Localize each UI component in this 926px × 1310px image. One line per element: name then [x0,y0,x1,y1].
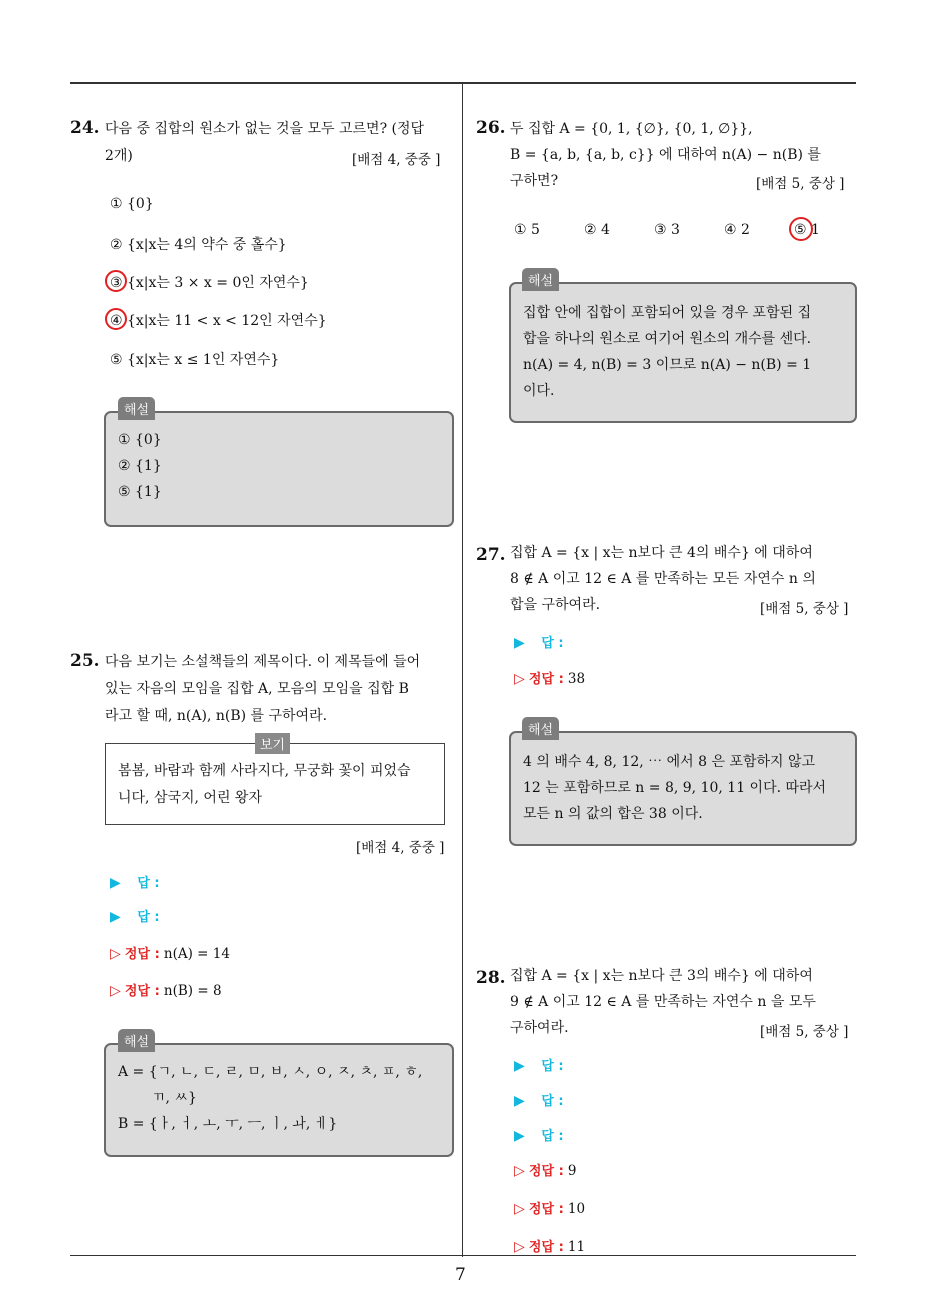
key-value: 10 [567,1201,586,1217]
q28-answer-2[interactable] [514,1090,564,1109]
q25-text-line3: 라고 할 때, n(A), n(B) 를 구하여라. [105,708,328,724]
q26-option-5[interactable]: ⑤ 1 [794,222,820,238]
q24-option-1[interactable]: ① {0} [110,196,154,212]
q24-option-2[interactable]: ② {x|x는 4의 약수 중 홀수} [110,237,287,253]
q25-answer-1[interactable] [110,872,160,891]
page-number: 7 [455,1265,466,1285]
q26-text-line2: B = {a, b, {a, b, c}} 에 대하여 n(A) − n(B) 를 [510,147,821,163]
q26-option-3[interactable]: ③ 3 [654,222,680,238]
answer-triangle-icon: ▶ [514,1058,525,1074]
q25-text-line1: 다음 보기는 소설책들의 제목이다. 이 제목들에 들어 [105,654,421,670]
q27-expl-line: 모든 n 의 값의 합은 38 이다. [523,806,703,822]
answer-triangle-icon: ▶ [514,1093,525,1109]
key-triangle-icon: ▷ [514,671,525,687]
q24-option-4[interactable]: ④ {x|x는 11 < x < 12인 자연수} [110,313,327,329]
q28-answer-1[interactable] [514,1055,564,1074]
q25-bogi-tag: 보기 [255,733,290,754]
q27-explanation-tag: 해설 [522,717,559,740]
q24-option-3[interactable]: ③ {x|x는 3 × x = 0인 자연수} [110,275,309,291]
q26-text-line3: 구하면? [510,173,559,189]
q27-text-line2: 8 ∉ A 이고 12 ∈ A 를 만족하는 모든 자연수 n 의 [510,571,816,587]
key-triangle-icon: ▷ [110,946,121,962]
q25-key-1 [110,943,230,962]
q24-number: 24. [70,118,100,138]
q25-key-2 [110,980,222,999]
q27-expl-line: 12 는 포함하므로 n = 8, 9, 10, 11 이다. 따라서 [523,780,827,796]
q27-text-line3: 합을 구하여라. [510,597,601,613]
q24-text-line1: 다음 중 집합의 원소가 없는 것을 모두 고르면? (정답 [105,121,425,137]
q28-key-2 [514,1198,585,1217]
q28-number: 28. [476,968,506,988]
key-triangle-icon: ▷ [514,1163,525,1179]
q25-bogi-line1: 봄봄, 바람과 함께 사라지다, 무궁화 꽃이 피었습 [118,763,411,779]
q24-score: [배점 4, 중중 ] [352,152,441,168]
answer-label: 답 : [541,636,564,651]
q25-bogi-line2: 니다, 삼국지, 어린 왕자 [118,790,262,806]
q25-expl-line: A = {ㄱ, ㄴ, ㄷ, ㄹ, ㅁ, ㅂ, ㅅ, ㅇ, ㅈ, ㅊ, ㅍ, ㅎ, [118,1064,423,1080]
answer-triangle-icon: ▶ [110,875,121,891]
q24-text-line2: 2개) [105,148,133,164]
key-label: 정답 : [528,672,564,687]
q26-option-1[interactable]: ① 5 [514,222,540,238]
q25-answer-2[interactable] [110,906,160,925]
answer-triangle-icon: ▶ [514,1128,525,1144]
q24-expl-line: ⑤ {1} [118,484,162,500]
q26-explanation-tag: 해설 [522,268,559,291]
q28-answer-3[interactable] [514,1125,564,1144]
q27-key-1 [514,668,585,687]
key-value: 11 [567,1239,586,1255]
q25-expl-line: B = {ㅏ, ㅓ, ㅗ, ㅜ, ㅡ, ㅣ, ㅘ, ㅔ} [118,1116,338,1132]
q27-answer-1[interactable] [514,632,564,651]
q27-score: [배점 5, 중상 ] [760,601,849,617]
q28-text-line3: 구하여라. [510,1020,569,1036]
q26-expl-line: n(A) = 4, n(B) = 3 이므로 n(A) − n(B) = 1 [523,357,812,373]
answer-label: 답 : [137,876,160,891]
key-label: 정답 : [528,1202,564,1217]
key-value: n(A) = 14 [163,946,230,962]
column-divider [462,82,463,1257]
q24-explanation-box [104,411,454,527]
bottom-rule [70,1255,856,1256]
key-label: 정답 : [528,1164,564,1179]
q25-bogi-box [105,743,445,825]
answer-triangle-icon: ▶ [110,909,121,925]
q26-number: 26. [476,118,506,138]
q25-text-line2: 있는 자음의 모임을 집합 A, 모음의 모임을 집합 B [105,681,409,697]
q26-explanation-box [509,282,857,423]
q24-expl-line: ② {1} [118,458,162,474]
top-rule [70,82,856,84]
q27-number: 27. [476,545,506,565]
q24-option-5[interactable]: ⑤ {x|x는 x ≤ 1인 자연수} [110,352,280,368]
answer-label: 답 : [541,1129,564,1144]
q28-text-line1: 집합 A = {x | x는 n보다 큰 3의 배수} 에 대하여 [510,968,813,984]
q28-text-line2: 9 ∉ A 이고 12 ∈ A 를 만족하는 자연수 n 을 모두 [510,994,816,1010]
q24-mark-circle-3 [105,270,127,292]
q28-key-1 [514,1160,577,1179]
q28-key-3 [514,1236,585,1255]
q25-score: [배점 4, 중중 ] [356,840,445,856]
key-triangle-icon: ▷ [110,983,121,999]
q27-text-line1: 집합 A = {x | x는 n보다 큰 4의 배수} 에 대하여 [510,545,813,561]
key-value: 9 [567,1163,577,1179]
key-value: n(B) = 8 [163,983,222,999]
key-label: 정답 : [528,1240,564,1255]
q26-mark-circle-5 [789,217,813,241]
answer-label: 답 : [137,910,160,925]
q25-explanation-box [104,1043,454,1157]
key-label: 정답 : [124,947,160,962]
q26-score: [배점 5, 중상 ] [756,176,845,192]
q26-expl-line: 합을 하나의 원소로 여기어 원소의 개수를 센다. [523,331,812,347]
answer-label: 답 : [541,1059,564,1074]
q25-explanation-tag: 해설 [118,1029,155,1052]
key-triangle-icon: ▷ [514,1239,525,1255]
q26-expl-line: 이다. [523,383,555,399]
q24-explanation-tag: 해설 [118,397,155,420]
q24-mark-circle-4 [105,308,127,330]
answer-triangle-icon: ▶ [514,635,525,651]
key-triangle-icon: ▷ [514,1201,525,1217]
q25-expl-line: ㄲ, ㅆ} [152,1090,197,1106]
q27-explanation-box [509,731,857,846]
q24-expl-line: ① {0} [118,432,162,448]
q28-score: [배점 5, 중상 ] [760,1024,849,1040]
q25-number: 25. [70,651,100,671]
q26-text-line1: 두 집합 A = {0, 1, {∅}, {0, 1, ∅}}, [510,121,753,137]
q26-option-2[interactable]: ② 4 [584,222,610,238]
answer-label: 답 : [541,1094,564,1109]
key-label: 정답 : [124,984,160,999]
key-value: 38 [567,671,586,687]
q26-option-4[interactable]: ④ 2 [724,222,750,238]
q27-expl-line: 4 의 배수 4, 8, 12, ⋯ 에서 8 은 포함하지 않고 [523,754,816,770]
q26-expl-line: 집합 안에 집합이 포함되어 있을 경우 포함된 집 [523,305,812,321]
